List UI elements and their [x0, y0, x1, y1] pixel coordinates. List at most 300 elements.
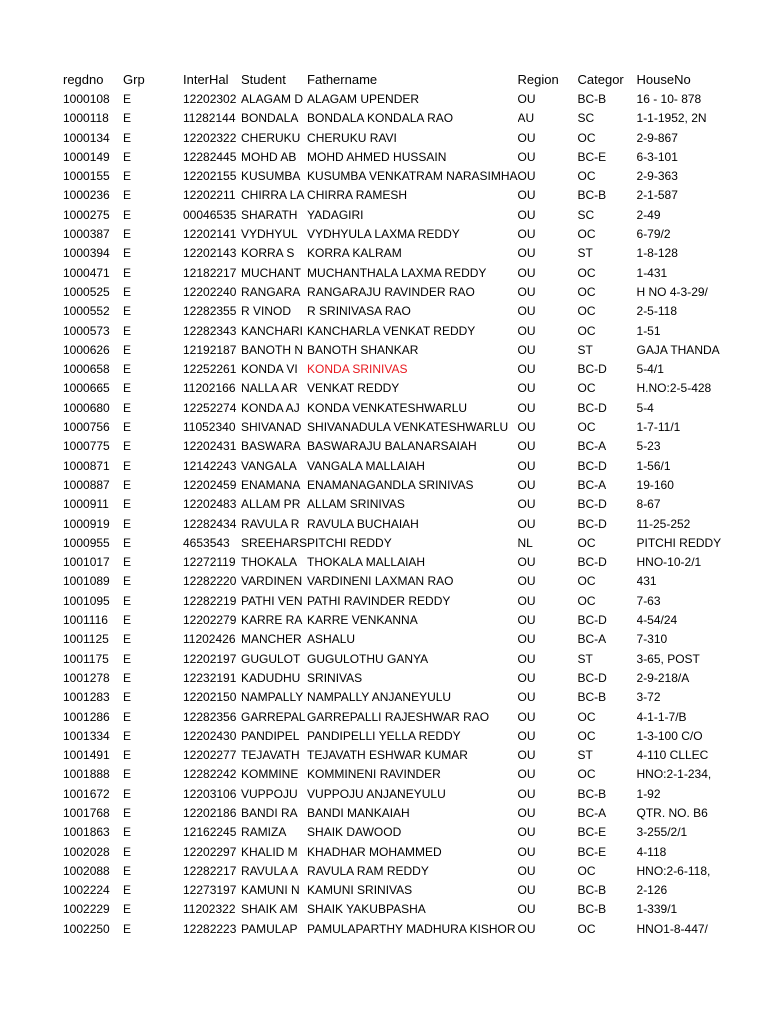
cell-region: OU	[517, 477, 536, 492]
cell-category: BC-A	[577, 805, 607, 820]
cell-category: BC-D	[577, 613, 607, 628]
cell-student: GUGULOT	[241, 651, 301, 666]
cell-grp: E	[123, 420, 132, 435]
cell-fathername: MUCHANTHALA LAXMA REDDY	[307, 265, 487, 280]
cell-houseno: 1-56/1	[636, 458, 671, 473]
cell-fathername: RAVULA BUCHAIAH	[307, 516, 419, 531]
cell-student: MUCHANT	[241, 265, 301, 280]
cell-region: OU	[517, 265, 536, 280]
cell-fathername: SHIVANADULA VENKATESHWARLU	[307, 420, 509, 435]
cell-interhal: 12273197	[183, 883, 237, 898]
cell-fathername: ALAGAM UPENDER	[307, 92, 420, 106]
cell-interhal: 12192187	[183, 342, 237, 357]
cell-student: ENAMANA	[241, 477, 301, 492]
cell-category: BC-B	[577, 883, 607, 898]
table-row	[63, 476, 721, 495]
cell-fathername: VARDINENI LAXMAN RAO	[307, 574, 454, 589]
cell-grp: E	[123, 92, 132, 106]
cell-interhal: 12202483	[183, 497, 237, 512]
cell-region: OU	[517, 497, 536, 512]
cell-grp: E	[123, 227, 132, 242]
cell-fathername: KORRA KALRAM	[307, 246, 402, 261]
cell-region: OU	[517, 342, 536, 357]
cell-interhal: 4653543	[183, 535, 230, 550]
cell-grp: E	[123, 130, 132, 145]
table-row	[63, 302, 721, 321]
cell-grp: E	[123, 593, 132, 608]
header-student: Student	[241, 72, 286, 87]
cell-category: OC	[577, 767, 596, 782]
table-row	[63, 650, 721, 669]
cell-fathername: ENAMANAGANDLA SRINIVAS	[307, 477, 474, 492]
cell-interhal: 12202211	[183, 188, 236, 203]
cell-region: OU	[517, 613, 536, 628]
cell-category: BC-D	[577, 555, 607, 570]
cell-category: OC	[577, 535, 596, 550]
cell-houseno: 16 - 10- 878	[636, 92, 702, 106]
cell-houseno: 2-126	[636, 883, 668, 898]
cell-interhal: 12282434	[183, 516, 237, 531]
cell-student: BASWARA	[241, 439, 301, 454]
cell-region: OU	[517, 149, 536, 164]
cell-fathername: ALLAM SRINIVAS	[307, 497, 405, 512]
cell-interhal: 12282355	[183, 304, 237, 319]
cell-category: ST	[577, 651, 593, 666]
table-row	[63, 920, 721, 939]
cell-grp: E	[123, 921, 132, 936]
cell-houseno: 8-67	[636, 497, 661, 512]
cell-region: OU	[517, 690, 536, 705]
cell-grp: E	[123, 535, 132, 550]
cell-region: OU	[517, 304, 536, 319]
cell-category: OC	[577, 921, 596, 936]
cell-regdno: 1001863	[63, 825, 110, 840]
cell-region: OU	[517, 92, 536, 106]
cell-regdno: 1001125	[63, 632, 109, 647]
cell-student: VANGALA	[241, 458, 297, 473]
cell-regdno: 1001116	[63, 613, 108, 628]
cell-category: OC	[577, 593, 596, 608]
cell-houseno: 1-7-11/1	[636, 420, 681, 435]
cell-grp: E	[123, 902, 132, 917]
cell-student: RAVULA R	[241, 516, 300, 531]
cell-interhal: 12202459	[183, 477, 237, 492]
cell-grp: E	[123, 555, 132, 570]
cell-region: OU	[517, 670, 536, 685]
table-row	[63, 225, 721, 244]
cell-houseno: HNO:2-1-234,	[636, 767, 712, 782]
cell-category: BC-D	[577, 400, 607, 415]
cell-fathername: SHAIK DAWOOD	[307, 825, 402, 840]
cell-houseno: 1-339/1	[636, 902, 678, 917]
cell-grp: E	[123, 748, 132, 763]
cell-category: BC-B	[577, 786, 607, 801]
table-row	[63, 765, 721, 784]
cell-category: OC	[577, 863, 596, 878]
table-row	[63, 727, 721, 746]
cell-student: ALAGAM D	[241, 92, 304, 106]
table-row	[63, 592, 721, 611]
cell-interhal: 11202426	[183, 632, 236, 647]
cell-student: RAMIZA	[241, 825, 287, 840]
cell-grp: E	[123, 728, 132, 743]
cell-category: BC-E	[577, 844, 607, 859]
cell-regdno: 1000775	[63, 439, 110, 454]
cell-regdno: 1001672	[63, 786, 110, 801]
cell-fathername: RAVULA RAM REDDY	[307, 863, 429, 878]
cell-grp: E	[123, 863, 132, 878]
cell-fathername: BANOTH SHANKAR	[307, 342, 419, 357]
cell-region: OU	[517, 748, 536, 763]
table-row	[63, 534, 721, 553]
cell-interhal: 00046535	[183, 207, 237, 222]
cell-grp: E	[123, 304, 132, 319]
cell-regdno: 1000626	[63, 342, 110, 357]
cell-region: OU	[517, 921, 536, 936]
cell-interhal: 12182217	[183, 265, 237, 280]
cell-grp: E	[123, 883, 132, 898]
table-row	[63, 418, 721, 437]
cell-houseno: 1-431	[636, 265, 668, 280]
cell-interhal: 12282217	[183, 863, 237, 878]
table-row	[63, 804, 721, 823]
cell-interhal: 12202322	[183, 130, 237, 145]
header-grp: Grp	[123, 72, 145, 87]
cell-grp: E	[123, 458, 132, 473]
cell-interhal: 12252274	[183, 400, 237, 415]
cell-student: VUPPOJU	[241, 786, 298, 801]
cell-interhal: 12282223	[183, 921, 237, 936]
cell-region: OU	[517, 632, 536, 647]
cell-fathername: SRINIVAS	[307, 670, 363, 685]
cell-region: AU	[517, 111, 535, 126]
cell-grp: E	[123, 825, 132, 840]
table-row	[63, 572, 721, 591]
cell-student: RANGARA	[241, 284, 301, 299]
cell-category: OC	[577, 323, 596, 338]
cell-regdno: 1000134	[63, 130, 110, 145]
cell-interhal: 12282219	[183, 593, 237, 608]
cell-category: BC-B	[577, 690, 607, 705]
cell-student: PAMULAP	[241, 921, 298, 936]
table-row	[63, 495, 721, 514]
cell-category: BC-D	[577, 497, 607, 512]
cell-region: OU	[517, 420, 536, 435]
table-row	[63, 283, 721, 302]
cell-fathername: R SRINIVASA RAO	[307, 304, 411, 319]
cell-fathername: VYDHYULA LAXMA REDDY	[307, 227, 460, 242]
cell-regdno: 1002088	[63, 863, 110, 878]
table-row	[63, 862, 721, 881]
cell-category: OC	[577, 169, 596, 184]
cell-student: BONDALA	[241, 111, 299, 126]
cell-grp: E	[123, 516, 132, 531]
cell-region: OU	[517, 767, 536, 782]
cell-regdno: 1000756	[63, 420, 110, 435]
cell-region: OU	[517, 400, 536, 415]
cell-regdno: 1000394	[63, 246, 110, 261]
cell-region: OU	[517, 458, 536, 473]
cell-houseno: 1-92	[636, 786, 661, 801]
table-row	[63, 379, 721, 398]
cell-interhal: 12202150	[183, 690, 237, 705]
cell-grp: E	[123, 497, 132, 512]
cell-houseno: 2-9-867	[636, 130, 678, 145]
cell-regdno: 1000155	[63, 169, 110, 184]
cell-fathername: KUSUMBA VENKATRAM NARASIMHA	[307, 169, 518, 184]
cell-student: BANDI RA	[241, 805, 298, 820]
cell-category: OC	[577, 574, 596, 589]
cell-interhal: 12202302	[183, 92, 237, 106]
cell-regdno: 1000275	[63, 207, 110, 222]
cell-student: SHIVANAD	[241, 420, 302, 435]
cell-grp: E	[123, 284, 132, 299]
cell-grp: E	[123, 111, 132, 126]
cell-category: BC-A	[577, 477, 607, 492]
cell-student: SHARATH	[241, 207, 298, 222]
cell-category: BC-D	[577, 362, 607, 377]
cell-student: RAVULA A	[241, 863, 299, 878]
cell-regdno: 1001286	[63, 709, 110, 724]
cell-interhal: 12142243	[183, 458, 237, 473]
cell-region: OU	[517, 844, 536, 859]
cell-category: SC	[577, 207, 595, 222]
cell-student: KORRA S	[241, 246, 295, 261]
cell-interhal: 12202240	[183, 284, 237, 299]
table-row	[63, 109, 721, 128]
cell-category: BC-B	[577, 902, 607, 917]
cell-student: THOKALA	[241, 555, 298, 570]
cell-fathername: PITCHI REDDY	[307, 535, 392, 550]
cell-grp: E	[123, 767, 132, 782]
cell-regdno: 1001768	[63, 805, 110, 820]
cell-grp: E	[123, 805, 132, 820]
cell-fathername: KOMMINENI RAVINDER	[307, 767, 441, 782]
cell-grp: E	[123, 844, 132, 859]
cell-fathername: ASHALU	[307, 632, 356, 647]
cell-houseno: H.NO:2-5-428	[636, 381, 712, 396]
table-row	[63, 399, 721, 418]
table-row	[63, 167, 721, 186]
cell-regdno: 1000919	[63, 516, 110, 531]
cell-interhal: 12202431	[183, 439, 237, 454]
cell-fathername: MOHD AHMED HUSSAIN	[307, 149, 447, 164]
cell-fathername: VANGALA MALLAIAH	[307, 458, 425, 473]
cell-region: OU	[517, 651, 536, 666]
cell-category: OC	[577, 227, 596, 242]
cell-region: OU	[517, 130, 536, 145]
cell-category: BC-A	[577, 632, 607, 647]
cell-region: OU	[517, 207, 536, 222]
cell-region: OU	[517, 381, 536, 396]
cell-regdno: 1001888	[63, 767, 110, 782]
cell-region: OU	[517, 593, 536, 608]
cell-interhal: 12252261	[183, 362, 237, 377]
cell-region: OU	[517, 883, 536, 898]
table-row	[63, 206, 721, 225]
cell-region: OU	[517, 323, 536, 338]
cell-regdno: 1000680	[63, 400, 110, 415]
cell-regdno: 1000471	[63, 265, 110, 280]
table-row	[63, 881, 721, 900]
cell-houseno: 4-118	[636, 844, 667, 859]
cell-category: OC	[577, 265, 596, 280]
table-row	[63, 746, 721, 765]
cell-region: OU	[517, 863, 536, 878]
cell-fathername: PAMULAPARTHY MADHURA KISHOR	[307, 921, 516, 936]
cell-regdno: 1000871	[63, 458, 110, 473]
cell-student: KADUDHU	[241, 670, 301, 685]
cell-interhal: 12203106	[183, 786, 237, 801]
cell-category: BC-D	[577, 458, 607, 473]
cell-student: NAMPALLY	[241, 690, 304, 705]
cell-interhal: 12202197	[183, 651, 237, 666]
cell-student: KANCHARI	[241, 323, 304, 338]
table-row	[63, 457, 721, 476]
cell-category: BC-E	[577, 825, 607, 840]
cell-fathername: KAMUNI SRINIVAS	[307, 883, 413, 898]
cell-region: OU	[517, 902, 536, 917]
cell-regdno: 1001283	[63, 690, 110, 705]
cell-student: R VINOD	[241, 304, 292, 319]
cell-regdno: 1001334	[63, 728, 110, 743]
table-row	[63, 244, 721, 263]
cell-interhal: 12202141	[183, 227, 237, 242]
table-row	[63, 823, 721, 842]
table-row	[63, 264, 721, 283]
cell-region: OU	[517, 574, 536, 589]
cell-grp: E	[123, 323, 132, 338]
cell-fathername: GUGULOTHU GANYA	[307, 651, 429, 666]
header-fathername: Fathername	[307, 72, 378, 87]
cell-category: OC	[577, 381, 596, 396]
cell-student: NALLA AR	[241, 381, 298, 396]
cell-regdno: 1000552	[63, 304, 110, 319]
table-row	[63, 341, 721, 360]
table-row	[63, 708, 721, 727]
table-row	[63, 360, 721, 379]
cell-houseno: 5-4/1	[636, 362, 664, 377]
cell-fathername: BANDI MANKAIAH	[307, 805, 410, 820]
cell-regdno: 1000108	[63, 92, 110, 106]
cell-student: KONDA VI	[241, 362, 298, 377]
cell-fathername: YADAGIRI	[307, 207, 364, 222]
cell-regdno: 1002229	[63, 902, 110, 917]
cell-region: OU	[517, 786, 536, 801]
cell-fathername: CHERUKU RAVI	[307, 130, 397, 145]
cell-student: VARDINEN	[241, 574, 303, 589]
cell-grp: E	[123, 207, 132, 222]
cell-category: OC	[577, 284, 596, 299]
cell-category: ST	[577, 246, 593, 261]
cell-interhal: 11202166	[183, 381, 236, 396]
cell-grp: E	[123, 439, 132, 454]
cell-fathername: KANCHARLA VENKAT REDDY	[307, 323, 476, 338]
cell-interhal: 12282343	[183, 323, 237, 338]
cell-grp: E	[123, 149, 132, 164]
cell-houseno: 7-310	[636, 632, 668, 647]
cell-grp: E	[123, 362, 132, 377]
cell-fathername: KONDA SRINIVAS	[307, 362, 408, 377]
table-body	[63, 90, 721, 939]
cell-regdno: 1000118	[63, 111, 109, 126]
cell-student: KUSUMBA	[241, 169, 301, 184]
cell-fathername: KONDA VENKATESHWARLU	[307, 400, 468, 415]
cell-regdno: 1000887	[63, 477, 110, 492]
table-row	[63, 129, 721, 148]
cell-interhal: 11282144	[183, 111, 236, 126]
cell-region: OU	[517, 709, 536, 724]
cell-fathername: VUPPOJU ANJANEYULU	[307, 786, 446, 801]
cell-student: BANOTH N	[241, 342, 304, 357]
cell-category: BC-E	[577, 149, 607, 164]
cell-houseno: 2-9-218/A	[636, 670, 690, 685]
cell-houseno: 11-25-252	[636, 516, 691, 531]
cell-region: OU	[517, 227, 536, 242]
cell-regdno: 1001491	[63, 748, 110, 763]
cell-category: OC	[577, 304, 596, 319]
cell-grp: E	[123, 690, 132, 705]
cell-interhal: 12202279	[183, 613, 237, 628]
cell-houseno: 431	[636, 574, 657, 589]
table-row	[63, 669, 721, 688]
cell-houseno: PITCHI REDDY	[636, 535, 722, 550]
cell-student: KAMUNI N	[241, 883, 300, 898]
cell-grp: E	[123, 613, 132, 628]
table-row	[63, 322, 721, 341]
cell-houseno: 2-1-587	[636, 188, 678, 203]
cell-houseno: 19-160	[636, 477, 674, 492]
cell-interhal: 12202430	[183, 728, 237, 743]
cell-region: NL	[517, 535, 533, 550]
cell-grp: E	[123, 786, 132, 801]
cell-student: PATHI VEN	[241, 593, 303, 608]
cell-interhal: 12232191	[183, 670, 237, 685]
cell-regdno: 1000236	[63, 188, 110, 203]
cell-region: OU	[517, 246, 536, 261]
cell-student: SREEHARS	[241, 535, 308, 550]
cell-houseno: 2-9-363	[636, 169, 678, 184]
cell-student: CHERUKU	[241, 130, 301, 145]
cell-fathername: NAMPALLY ANJANEYULU	[307, 690, 452, 705]
cell-category: SC	[577, 111, 595, 126]
cell-student: MANCHER	[241, 632, 302, 647]
student-table	[63, 70, 721, 939]
table-row	[63, 900, 721, 919]
cell-fathername: KARRE VENKANNA	[307, 613, 418, 628]
cell-fathername: SHAIK YAKUBPASHA	[307, 902, 426, 917]
cell-fathername: GARREPALLI RAJESHWAR RAO	[307, 709, 490, 724]
cell-interhal: 11052340	[183, 420, 236, 435]
cell-fathername: RANGARAJU RAVINDER RAO	[307, 284, 475, 299]
table-row	[63, 186, 721, 205]
cell-student: KONDA AJ	[241, 400, 300, 415]
cell-houseno: 6-79/2	[636, 227, 671, 242]
cell-regdno: 1001095	[63, 593, 110, 608]
cell-grp: E	[123, 265, 132, 280]
cell-regdno: 1000573	[63, 323, 110, 338]
cell-fathername: TEJAVATH ESHWAR KUMAR	[307, 748, 468, 763]
table-row	[63, 630, 721, 649]
cell-interhal: 11202322	[183, 902, 236, 917]
cell-region: OU	[517, 362, 536, 377]
cell-student: MOHD AB	[241, 149, 297, 164]
cell-houseno: 1-51	[636, 323, 661, 338]
header-row	[63, 70, 721, 90]
cell-fathername: THOKALA MALLAIAH	[307, 555, 426, 570]
cell-houseno: H NO 4-3-29/	[636, 284, 708, 299]
cell-houseno: 4-110 CLLEC	[636, 748, 709, 763]
